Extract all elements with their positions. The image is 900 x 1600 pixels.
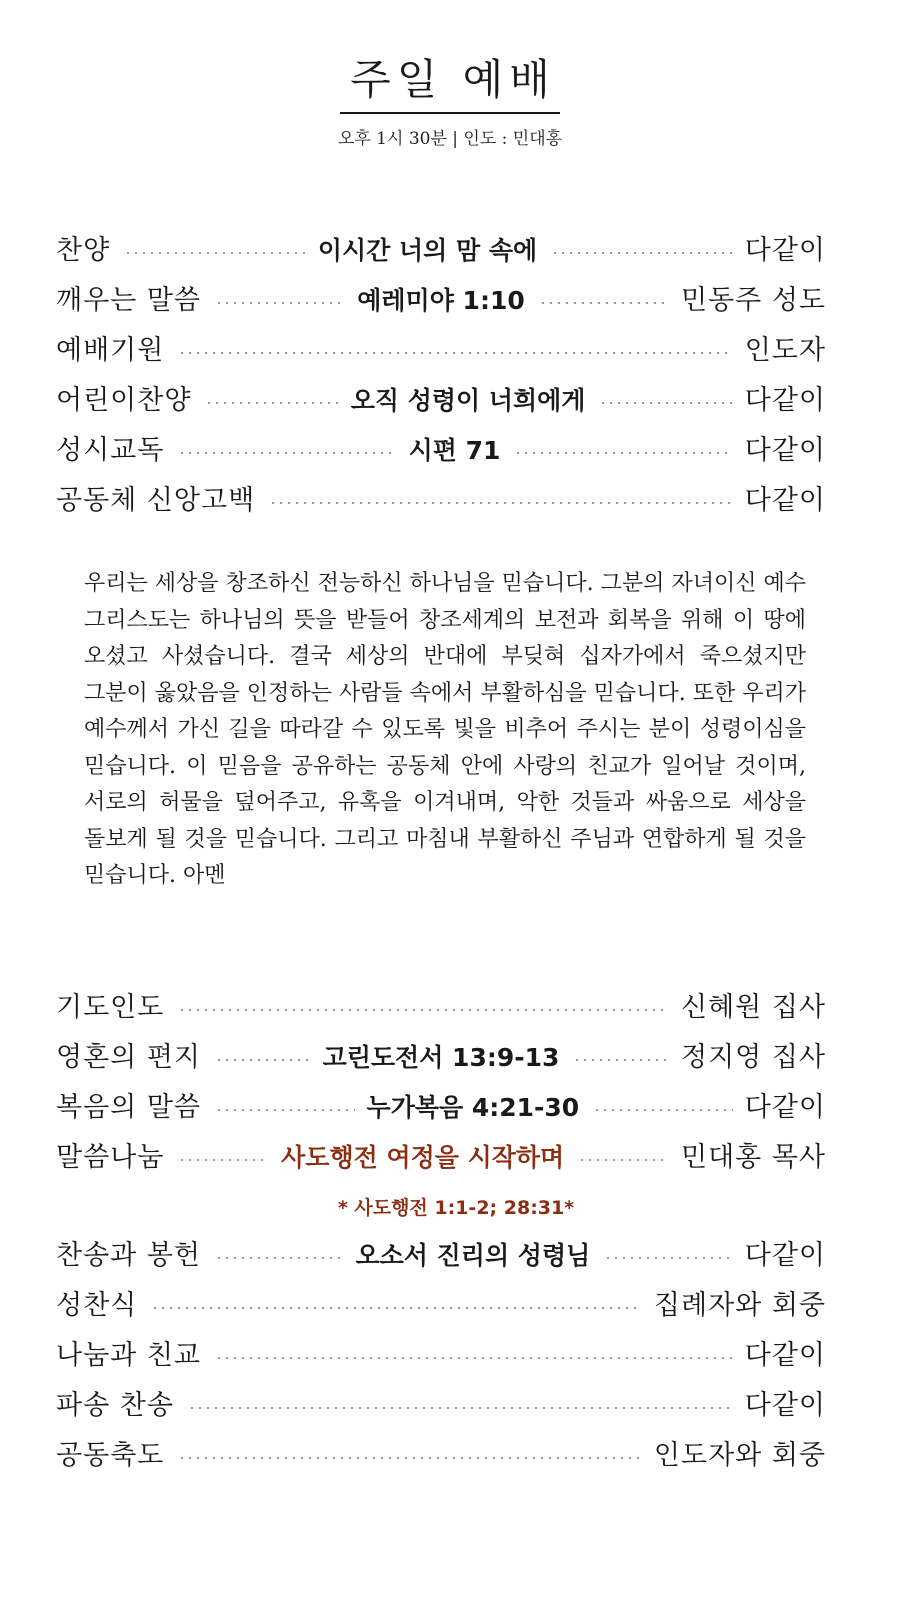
order-item-content: 시편 71 (408, 435, 501, 465)
sermon-scripture-note: * 사도행전 1:1-2; 28:31* (337, 1196, 575, 1219)
order-item (56, 1032, 826, 1082)
leader-dots (599, 402, 732, 404)
order-item-title: 어린이찬양 (56, 384, 192, 416)
sermon-note-row (56, 1182, 826, 1230)
leader-dots (269, 502, 733, 504)
order-item-title: 성찬식 (56, 1289, 138, 1321)
leader-dots (124, 252, 306, 254)
order-item (56, 375, 826, 425)
order-item-title: 공동체 신앙고백 (56, 484, 256, 516)
order-item (56, 475, 826, 525)
page-title: 주일 예배 (340, 52, 560, 114)
leader-dots (151, 1307, 642, 1309)
order-item-leader: 다같이 (744, 1339, 826, 1371)
order-item-leader: 인도자 (744, 334, 826, 366)
leader-dots (188, 1407, 733, 1409)
order-item-content: 고린도전서 13:9-13 (322, 1042, 560, 1072)
order-item (56, 1132, 826, 1182)
order-item (56, 1380, 826, 1430)
order-item-title: 말씀나눔 (56, 1141, 165, 1173)
order-item-leader: 다같이 (744, 234, 827, 266)
order-item-content: 예레미야 1:10 (357, 285, 525, 315)
order-item (56, 1330, 826, 1380)
leader-dots (215, 1109, 355, 1111)
order-item (56, 1430, 826, 1480)
order-item-leader: 다같이 (744, 484, 826, 516)
leader-dots (178, 1009, 669, 1011)
order-item-leader: 민대홍 목사 (681, 1141, 827, 1173)
leader-dots (178, 1457, 642, 1459)
leader-dots (215, 1357, 733, 1359)
order-item-leader: 다같이 (744, 1239, 827, 1271)
order-item-content: 누가복음 4:21-30 (366, 1092, 580, 1122)
leader-dots (215, 1059, 311, 1061)
leader-dots (205, 402, 338, 404)
order-item-title: 깨우는 말씀 (56, 284, 201, 316)
order-item-content: 오소서 진리의 성령님 (355, 1240, 591, 1270)
service-time-leader: 오후 1시 30분 | 인도 : 민대홍 (337, 129, 563, 149)
leader-dots (539, 302, 669, 304)
order-item-title: 복음의 말씀 (56, 1091, 201, 1123)
order-of-service-bottom (56, 982, 826, 1480)
order-item-title: 찬양 (56, 234, 111, 266)
order-item (56, 982, 826, 1032)
bulletin-header (0, 52, 900, 149)
leader-dots (573, 1059, 669, 1061)
order-item-leader: 정지영 집사 (681, 1041, 826, 1073)
order-item (56, 1280, 826, 1330)
leader-dots (178, 1159, 269, 1161)
order-item-leader: 다같이 (744, 1091, 826, 1123)
order-of-service-top (56, 225, 826, 525)
order-item-title: 나눔과 친교 (56, 1339, 201, 1371)
order-item-title: 공동축도 (56, 1439, 165, 1471)
order-item (56, 1082, 826, 1132)
leader-dots (604, 1257, 733, 1259)
order-item-title: 영혼의 편지 (56, 1041, 201, 1073)
leader-dots (215, 302, 345, 304)
order-item-leader: 인도자와 회중 (653, 1439, 826, 1471)
order-item (56, 325, 826, 375)
creed-paragraph: 우리는 세상을 창조하신 전능하신 하나님을 믿습니다. 그분의 자녀이신 예수 그리스도는 하나님의 뜻을 받들어 창조세계의 보전과 회복을 위해 이 땅에 오셨고 사셨습니다. 결국 세상의 반대에 부딪혀 십자가에서 죽으셨지만 그분이 옳았음을 인정하는 사람들 속에서 부활하심을 믿습니다. 또한 우리가 예수께서 가신 길을 따라갈 수 있도록 빛을 비추어 주시는 분이 성령이심을 믿습니다. 이 믿음을 공유하는 공동체 안에 사랑의 친교가 일어날 것이며, 서로의 허물을 덮어주고, 유혹을 이겨내며, 악한 것들과 싸움으로 세상을 돌보게 될 것을 믿습니다. 그리고 마침내 부활하신 주님과 연합하게 될 것을 믿습니다. 아멘 (84, 571, 806, 888)
order-item (56, 425, 826, 475)
sermon-title: 사도행전 여정을 시작하며 (281, 1142, 565, 1172)
order-item-title: 파송 찬송 (56, 1389, 174, 1421)
leader-dots (578, 1159, 669, 1161)
order-item-leader: 신혜원 집사 (681, 991, 826, 1023)
order-item (56, 1230, 826, 1280)
leader-dots (178, 352, 732, 354)
order-item-title: 기도인도 (56, 991, 165, 1023)
order-item (56, 275, 826, 325)
order-item-title: 예배기원 (56, 334, 165, 366)
leader-dots (593, 1109, 733, 1111)
order-item-content: 오직 성령이 너희에게 (350, 385, 586, 415)
order-item-title: 성시교독 (56, 434, 165, 466)
leader-dots (215, 1257, 344, 1259)
leader-dots (514, 452, 732, 454)
order-item-content: 이시간 너의 맘 속에 (317, 235, 538, 265)
order-item-leader: 다같이 (744, 1389, 826, 1421)
leader-dots (178, 452, 396, 454)
order-item (56, 225, 826, 275)
leader-dots (551, 252, 733, 254)
order-item-title: 찬송과 봉헌 (56, 1239, 201, 1271)
order-item-leader: 다같이 (744, 384, 826, 416)
order-item-leader: 민동주 성도 (681, 284, 826, 316)
order-item-leader: 다같이 (744, 434, 826, 466)
order-item-leader: 집례자와 회중 (653, 1289, 826, 1321)
